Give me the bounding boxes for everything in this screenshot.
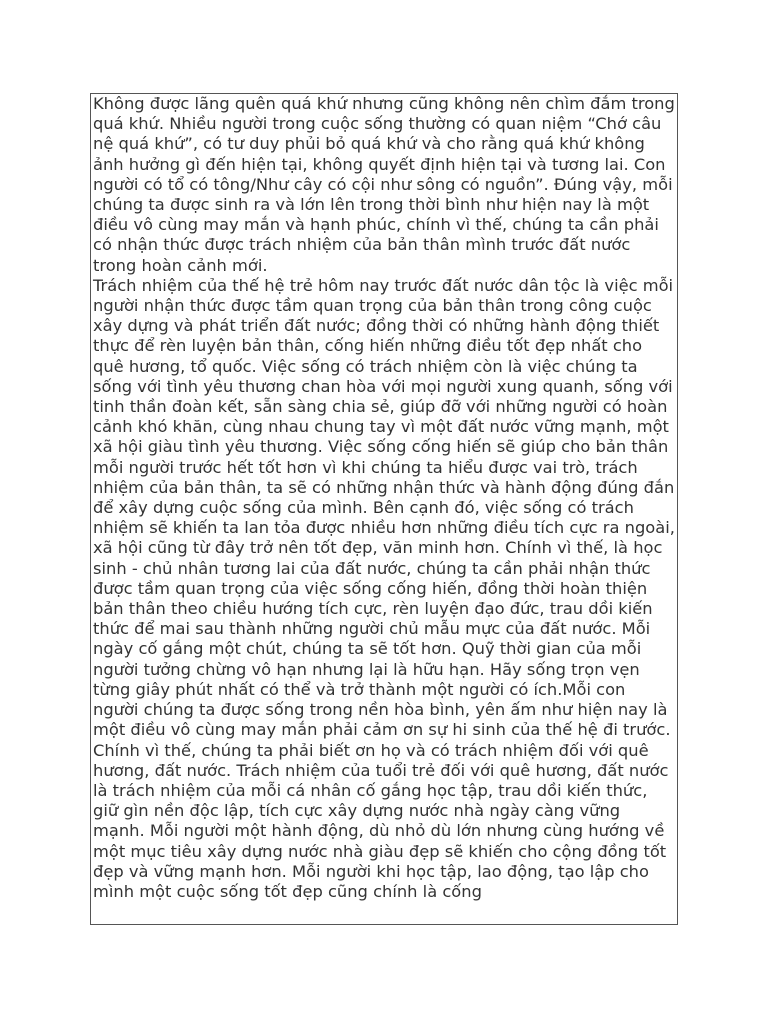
paragraph-intro: Không được lãng quên quá khứ nhưng cũng không nên chìm đắm trong quá khứ. Nhiều người trong cuộc sống thường có quan niệm “Chớ câu nệ quá khứ”, có tư duy phủi bỏ quá khứ và cho rằng quá khứ không ảnh hưởng gì đến hiện tại, không quyết định hiện tại và tương lai. Con người có tổ có tông/Như cây có cội như sông có nguồn”. Đúng vậy, mỗi chúng ta được sinh ra và lớn lên trong thời bình như hiện nay là một điều vô cùng may mắn và hạnh phúc, chính vì thế, chúng ta cần phải có nhận thức được trách nhiệm của bản thân mình trước đất nước trong hoàn cảnh mới.: [93, 94, 675, 275]
document-page: [90, 93, 678, 925]
paragraph-responsibility: Trách nhiệm của thế hệ trẻ hôm nay trước đất nước dân tộc là việc mỗi người nhận thức được tầm quan trọng của bản thân trong công cuộc xây dựng và phát triển đất nước; đồng thời có những hành động thiết thực để rèn luyện bản thân, cống hiến những điều tốt đẹp nhất cho quê hương, tổ quốc. Việc sống có trách nhiệm còn là việc chúng ta sống với tình yêu thương chan hòa với mọi người xung quanh, sống với tinh thần đoàn kết, sẵn sàng chia sẻ, giúp đỡ với những người có hoàn cảnh khó khăn, cùng nhau chung tay vì một đất nước vững mạnh, một xã hội giàu tình yêu thương. Việc sống cống hiến sẽ giúp cho bản thân mỗi người trước hết tốt hơn vì khi chúng ta hiểu được vai trò, trách nhiệm của bản thân, ta sẽ có những nhận thức và hành động đúng đắn để xây dựng cuộc sống của mình. Bên cạnh đó, việc sống có trách nhiệm sẽ khiến ta lan tỏa được nhiều hơn những điều tích cực ra ngoài, xã hội cũng từ đây trở nên tốt đẹp, văn minh hơn. Chính vì thế, là học sinh - chủ nhân tương lai của đất nước, chúng ta cần phải nhận thức được tầm quan trọng của việc sống cống hiến, đồng thời hoàn thiện bản thân theo chiều hướng tích cực, rèn luyện đạo đức, trau dồi kiến thức để mai sau thành những người chủ mẫu mực của đất nước. Mỗi ngày cố gắng một chút, chúng ta sẽ tốt hơn. Quỹ thời gian của mỗi người tưởng chừng vô hạn nhưng lại là hữu hạn. Hãy sống trọn vẹn từng giây phút nhất có thể và trở thành một người có ích.Mỗi con người chúng ta được sống trong nền hòa bình, yên ấm như hiện nay là một điều vô cùng may mắn phải cảm ơn sự hi sinh của thế hệ đi trước. Chính vì thế, chúng ta phải biết ơn họ và có trách nhiệm đối với quê hương, đất nước. Trách nhiệm của tuổi trẻ đối với quê hương, đất nước là trách nhiệm của mỗi cá nhân cố gắng học tập, trau dồi kiến thức, giữ gìn nền độc lập, tích cực xây dựng nước nhà ngày càng vững mạnh. Mỗi người một hành động, dù nhỏ dù lớn nhưng cùng hướng về một mục tiêu xây dựng nước nhà giàu đẹp sẽ khiến cho cộng đồng tốt đẹp và vững mạnh hơn. Mỗi người khi học tập, lao động, tạo lập cho mình một cuộc sống tốt đẹp cũng chính là cống: [93, 275, 675, 901]
